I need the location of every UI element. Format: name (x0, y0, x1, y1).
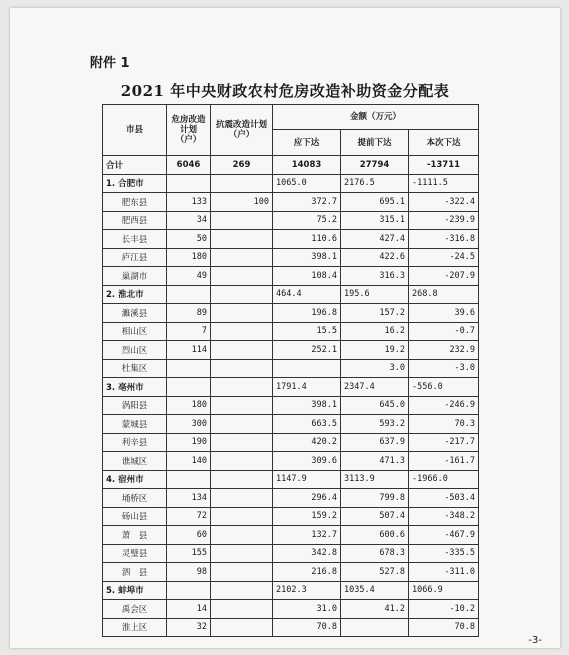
cell-current: -10.2 (409, 600, 479, 619)
cell-kangzhen (211, 267, 273, 286)
cell-due (273, 359, 341, 378)
cell-current: -335.5 (409, 544, 479, 563)
cell-advance: 195.6 (341, 285, 409, 304)
cell-name: 灵璧县 (103, 544, 167, 563)
cell-current: -13711 (409, 156, 479, 175)
cell-due: 14083 (273, 156, 341, 175)
cell-name: 相山区 (103, 322, 167, 341)
cell-advance: 593.2 (341, 415, 409, 434)
cell-name: 萧 县 (103, 526, 167, 545)
cell-weifang: 49 (167, 267, 211, 286)
cell-kangzhen (211, 230, 273, 249)
cell-name: 利辛县 (103, 433, 167, 452)
allocation-table (102, 104, 479, 637)
cell-kangzhen (211, 285, 273, 304)
cell-weifang: 155 (167, 544, 211, 563)
cell-weifang (167, 581, 211, 600)
cell-current: -239.9 (409, 211, 479, 230)
table-row (103, 433, 479, 452)
cell-advance: 427.4 (341, 230, 409, 249)
cell-advance: 3113.9 (341, 470, 409, 489)
cell-name: 4. 宿州市 (103, 470, 167, 489)
cell-due: 15.5 (273, 322, 341, 341)
table-row (103, 341, 479, 360)
cell-name: 巢湖市 (103, 267, 167, 286)
table-row (103, 415, 479, 434)
header-weifang-plan: 危房改造计划（户） (167, 105, 211, 156)
cell-due: 132.7 (273, 526, 341, 545)
cell-advance: 799.8 (341, 489, 409, 508)
cell-due: 398.1 (273, 396, 341, 415)
cell-kangzhen (211, 544, 273, 563)
cell-due: 196.8 (273, 304, 341, 323)
cell-current: -0.7 (409, 322, 479, 341)
cell-kangzhen (211, 304, 273, 323)
cell-advance: 157.2 (341, 304, 409, 323)
cell-weifang: 190 (167, 433, 211, 452)
cell-advance: 645.0 (341, 396, 409, 415)
cell-current: -217.7 (409, 433, 479, 452)
cell-due: 75.2 (273, 211, 341, 230)
cell-due: 31.0 (273, 600, 341, 619)
cell-current: -161.7 (409, 452, 479, 471)
cell-due: 159.2 (273, 507, 341, 526)
total-row (103, 156, 479, 175)
cell-name: 淮上区 (103, 618, 167, 637)
cell-advance: 637.9 (341, 433, 409, 452)
cell-kangzhen (211, 341, 273, 360)
cell-current: 70.3 (409, 415, 479, 434)
cell-advance: 27794 (341, 156, 409, 175)
cell-name: 濉溪县 (103, 304, 167, 323)
cell-kangzhen: 269 (211, 156, 273, 175)
table-row (103, 304, 479, 323)
cell-name: 肥东县 (103, 193, 167, 212)
cell-name: 1. 合肥市 (103, 174, 167, 193)
cell-advance: 527.8 (341, 563, 409, 582)
cell-current: 70.8 (409, 618, 479, 637)
cell-weifang: 180 (167, 396, 211, 415)
cell-advance: 2347.4 (341, 378, 409, 397)
cell-advance: 1035.4 (341, 581, 409, 600)
table-row (103, 193, 479, 212)
cell-name: 谯城区 (103, 452, 167, 471)
cell-due: 1065.0 (273, 174, 341, 193)
cell-current: -503.4 (409, 489, 479, 508)
cell-kangzhen (211, 600, 273, 619)
city-row (103, 285, 479, 304)
cell-advance: 678.3 (341, 544, 409, 563)
cell-kangzhen (211, 378, 273, 397)
cell-kangzhen (211, 526, 273, 545)
cell-advance: 507.4 (341, 507, 409, 526)
cell-current: -311.0 (409, 563, 479, 582)
city-row (103, 378, 479, 397)
cell-kangzhen (211, 452, 273, 471)
table-body (103, 156, 479, 637)
table-row (103, 600, 479, 619)
cell-weifang (167, 174, 211, 193)
cell-kangzhen (211, 174, 273, 193)
cell-due: 372.7 (273, 193, 341, 212)
cell-due: 2102.3 (273, 581, 341, 600)
table-row (103, 396, 479, 415)
cell-current: -1966.0 (409, 470, 479, 489)
cell-due: 342.8 (273, 544, 341, 563)
cell-name: 埇桥区 (103, 489, 167, 508)
table-row (103, 618, 479, 637)
cell-kangzhen (211, 211, 273, 230)
cell-weifang: 89 (167, 304, 211, 323)
cell-advance: 422.6 (341, 248, 409, 267)
cell-advance: 316.3 (341, 267, 409, 286)
cell-advance: 3.0 (341, 359, 409, 378)
cell-weifang: 60 (167, 526, 211, 545)
cell-kangzhen (211, 618, 273, 637)
cell-name: 3. 亳州市 (103, 378, 167, 397)
cell-current: -207.9 (409, 267, 479, 286)
cell-current: 1066.9 (409, 581, 479, 600)
cell-due: 1791.4 (273, 378, 341, 397)
cell-weifang: 300 (167, 415, 211, 434)
cell-name: 2. 淮北市 (103, 285, 167, 304)
table-row (103, 230, 479, 249)
cell-current: -316.8 (409, 230, 479, 249)
cell-due: 309.6 (273, 452, 341, 471)
city-row (103, 174, 479, 193)
cell-advance: 315.1 (341, 211, 409, 230)
cell-kangzhen (211, 489, 273, 508)
cell-current: -1111.5 (409, 174, 479, 193)
cell-weifang: 14 (167, 600, 211, 619)
cell-kangzhen (211, 359, 273, 378)
cell-weifang: 114 (167, 341, 211, 360)
document-title: 2021 年中央财政农村危房改造补助资金分配表 (120, 82, 450, 100)
table-row (103, 526, 479, 545)
cell-kangzhen (211, 563, 273, 582)
cell-name: 烈山区 (103, 341, 167, 360)
cell-current: -3.0 (409, 359, 479, 378)
cell-kangzhen (211, 396, 273, 415)
table-row (103, 211, 479, 230)
cell-due: 296.4 (273, 489, 341, 508)
header-current: 本次下达 (409, 130, 479, 156)
table-row (103, 563, 479, 582)
cell-kangzhen (211, 415, 273, 434)
cell-advance: 16.2 (341, 322, 409, 341)
page-number: -3- (528, 635, 542, 646)
cell-weifang: 140 (167, 452, 211, 471)
cell-weifang: 34 (167, 211, 211, 230)
cell-kangzhen (211, 581, 273, 600)
table-row (103, 248, 479, 267)
header-advance: 提前下达 (341, 130, 409, 156)
cell-name: 蒙城县 (103, 415, 167, 434)
cell-current: -246.9 (409, 396, 479, 415)
attachment-label: 附件 1 (90, 56, 130, 71)
header-amount: 金额（万元） (273, 105, 479, 130)
cell-due: 663.5 (273, 415, 341, 434)
cell-weifang: 50 (167, 230, 211, 249)
cell-weifang: 6046 (167, 156, 211, 175)
cell-due: 1147.9 (273, 470, 341, 489)
table-row (103, 322, 479, 341)
cell-kangzhen (211, 507, 273, 526)
cell-current: -24.5 (409, 248, 479, 267)
city-row (103, 581, 479, 600)
cell-current: -467.9 (409, 526, 479, 545)
cell-weifang (167, 470, 211, 489)
cell-kangzhen (211, 248, 273, 267)
cell-weifang (167, 285, 211, 304)
cell-weifang: 72 (167, 507, 211, 526)
cell-advance: 471.3 (341, 452, 409, 471)
cell-advance (341, 618, 409, 637)
cell-name: 杜集区 (103, 359, 167, 378)
cell-weifang: 134 (167, 489, 211, 508)
cell-current: -348.2 (409, 507, 479, 526)
cell-current: -322.4 (409, 193, 479, 212)
cell-due: 110.6 (273, 230, 341, 249)
cell-weifang (167, 378, 211, 397)
cell-name: 涡阳县 (103, 396, 167, 415)
cell-advance: 600.6 (341, 526, 409, 545)
cell-name: 禹会区 (103, 600, 167, 619)
city-row (103, 470, 479, 489)
cell-due: 398.1 (273, 248, 341, 267)
cell-advance: 41.2 (341, 600, 409, 619)
header-region: 市县 (103, 105, 167, 156)
cell-weifang: 32 (167, 618, 211, 637)
cell-advance: 695.1 (341, 193, 409, 212)
cell-name: 砀山县 (103, 507, 167, 526)
cell-due: 252.1 (273, 341, 341, 360)
cell-due: 108.4 (273, 267, 341, 286)
cell-current: 268.8 (409, 285, 479, 304)
cell-weifang (167, 359, 211, 378)
cell-weifang: 7 (167, 322, 211, 341)
cell-advance: 19.2 (341, 341, 409, 360)
cell-weifang: 180 (167, 248, 211, 267)
cell-name: 合计 (103, 156, 167, 175)
cell-name: 长丰县 (103, 230, 167, 249)
table-row (103, 544, 479, 563)
cell-current: 232.9 (409, 341, 479, 360)
cell-name: 肥西县 (103, 211, 167, 230)
cell-advance: 2176.5 (341, 174, 409, 193)
header-due: 应下达 (273, 130, 341, 156)
cell-due: 216.8 (273, 563, 341, 582)
cell-weifang: 98 (167, 563, 211, 582)
table-row (103, 267, 479, 286)
cell-kangzhen (211, 322, 273, 341)
cell-weifang: 133 (167, 193, 211, 212)
cell-kangzhen: 100 (211, 193, 273, 212)
table-row (103, 507, 479, 526)
table-row (103, 359, 479, 378)
cell-kangzhen (211, 470, 273, 489)
cell-name: 5. 蚌埠市 (103, 581, 167, 600)
cell-current: 39.6 (409, 304, 479, 323)
cell-due: 70.8 (273, 618, 341, 637)
cell-kangzhen (211, 433, 273, 452)
table-row (103, 452, 479, 471)
cell-current: -556.0 (409, 378, 479, 397)
cell-due: 464.4 (273, 285, 341, 304)
header-kangzhen-plan: 抗震改造计划（户） (211, 105, 273, 156)
cell-name: 泗 县 (103, 563, 167, 582)
cell-due: 420.2 (273, 433, 341, 452)
table-row (103, 489, 479, 508)
document-page (10, 8, 560, 648)
cell-name: 庐江县 (103, 248, 167, 267)
